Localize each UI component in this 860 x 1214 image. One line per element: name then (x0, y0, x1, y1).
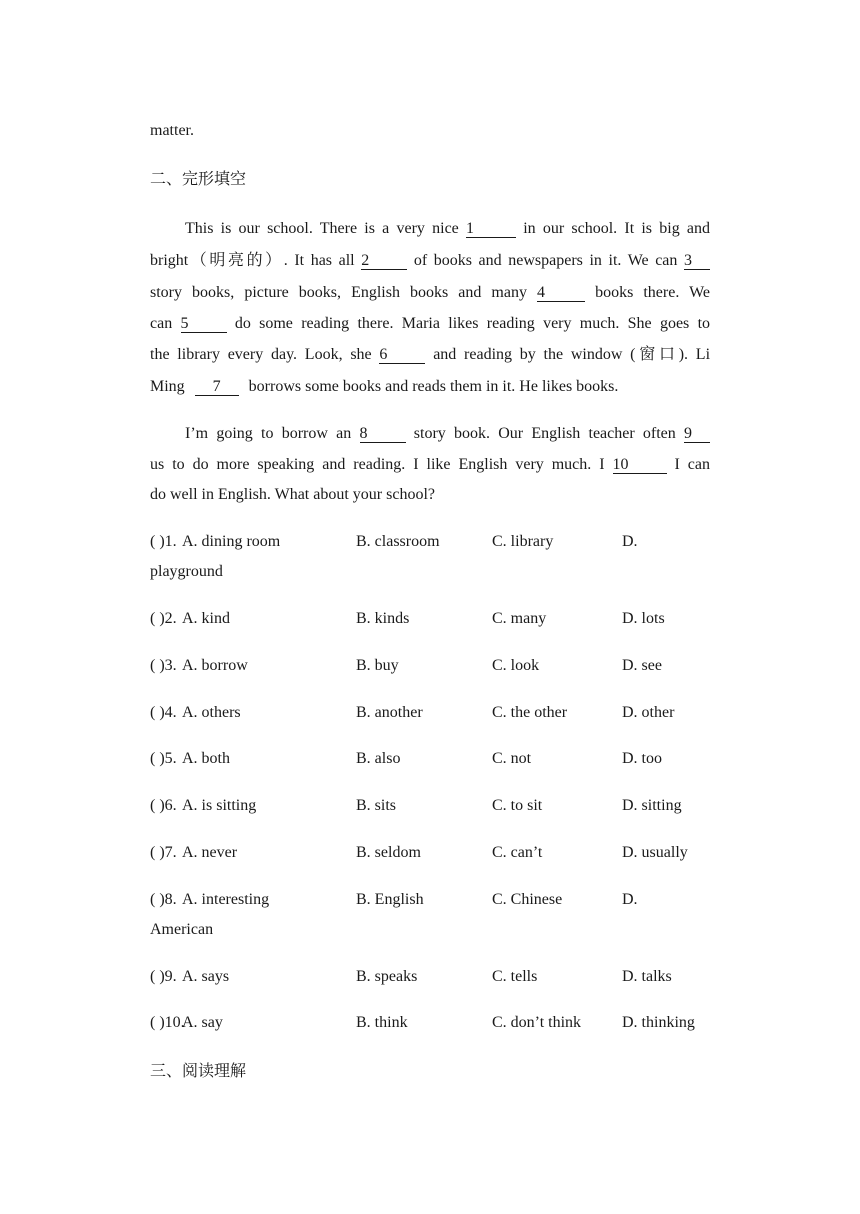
passage-line: do well in English. What about your school? (150, 486, 435, 503)
option-d: D. usually (622, 844, 688, 861)
blank-3: 3 (684, 252, 710, 270)
question-row: ( )4. A. others B. another C. the other D. other (150, 704, 675, 721)
option-b: B. another (356, 704, 423, 721)
question-row: ( )1. A. dining room B. classroom C. library D. (150, 533, 638, 550)
section-heading-reading: 三、阅读理解 (150, 1061, 247, 1080)
option-c: C. don’t think (492, 1014, 582, 1031)
option-d-wrap: playground (150, 563, 223, 580)
passage-line: can 5 do some reading there. Maria likes reading very much. She goes to (150, 315, 711, 332)
option-b: B. also (356, 750, 401, 767)
blank-1: 1 (466, 220, 516, 238)
blank-2: 2 (361, 252, 407, 270)
option-a: A. kind (182, 610, 230, 627)
blank-4: 4 (537, 284, 585, 302)
question-row: ( )2. A. kind B. kinds C. many D. lots (150, 610, 665, 627)
option-d: D. sitting (622, 797, 682, 814)
question-row: ( )6. A. is sitting B. sits C. to sit D. sitting (150, 797, 682, 814)
option-d: D. lots (622, 610, 665, 627)
option-b: B. seldom (356, 844, 421, 861)
passage-line: the library every day. Look, she 6 and reading by the window (窗口). Li (150, 346, 711, 363)
blank-7: 7 (195, 378, 239, 396)
option-c: C. can’t (492, 844, 543, 861)
option-a: A. say (182, 1014, 223, 1031)
option-a: A. others (182, 704, 241, 721)
blank-9: 9 (684, 425, 710, 443)
option-c: C. many (492, 610, 547, 627)
option-b: B. think (356, 1014, 408, 1031)
option-c: C. tells (492, 968, 538, 985)
option-a: A. never (182, 844, 238, 861)
question-row: ( )7. A. never B. seldom C. can’t D. usually (150, 844, 688, 861)
option-b: B. speaks (356, 968, 418, 985)
fragment-text: matter. (150, 122, 194, 139)
option-d: D. thinking (622, 1014, 695, 1031)
option-d: D. (622, 533, 638, 550)
option-d: D. see (622, 657, 662, 674)
option-d: D. other (622, 704, 675, 721)
passage-line: This is our school. There is a very nice 1 in our school. It is big and (185, 220, 711, 237)
passage-line: bright（明亮的）. It has all 2 of books and newspapers in it. We can 3 (150, 251, 710, 271)
blank-6: 6 (379, 346, 425, 364)
question-row: ( )5. A. both B. also C. not D. too (150, 750, 662, 767)
blank-5: 5 (181, 315, 227, 333)
option-d: D. too (622, 750, 662, 767)
option-b: B. English (356, 891, 424, 908)
question-row: ( )10. A. say B. think C. don’t think D. thinking (150, 1014, 695, 1031)
question-row: ( )9. A. says B. speaks C. tells D. talks (150, 968, 672, 985)
option-a: A. says (182, 968, 230, 985)
option-c: C. library (492, 533, 554, 550)
option-b: B. sits (356, 797, 397, 814)
passage-line: I’m going to borrow an 8 story book. Our English teacher often 9 (150, 424, 710, 444)
option-a: A. dining room (182, 533, 281, 550)
option-a: A. interesting (182, 891, 270, 908)
passage-line: story books, picture books, English books and many 4 books there. We (150, 284, 710, 301)
passage-line: Ming 7 borrows some books and reads them in it. He likes books. (150, 378, 619, 395)
section-heading-cloze: 二、完形填空 (150, 169, 247, 188)
option-b: B. kinds (356, 610, 410, 627)
option-d-wrap: American (150, 921, 214, 938)
option-a: A. both (182, 750, 230, 767)
option-c: C. Chinese (492, 891, 563, 908)
option-c: C. look (492, 657, 540, 674)
blank-8: 8 (360, 425, 406, 443)
option-b: B. buy (356, 657, 399, 674)
option-c: C. the other (492, 704, 568, 721)
option-c: C. not (492, 750, 532, 767)
question-row: ( )3. A. borrow B. buy C. look D. see (150, 657, 662, 674)
option-d: D. talks (622, 968, 672, 985)
question-row: ( )8. A. interesting B. English C. Chinese D. (150, 891, 638, 908)
option-a: A. borrow (182, 657, 248, 674)
option-d: D. (622, 891, 638, 908)
blank-10: 10 (613, 456, 667, 474)
option-b: B. classroom (356, 533, 440, 550)
passage-line: us to do more speaking and reading. I like English very much. I 10 I can (150, 456, 711, 473)
option-a: A. is sitting (182, 797, 257, 814)
option-c: C. to sit (492, 797, 543, 814)
